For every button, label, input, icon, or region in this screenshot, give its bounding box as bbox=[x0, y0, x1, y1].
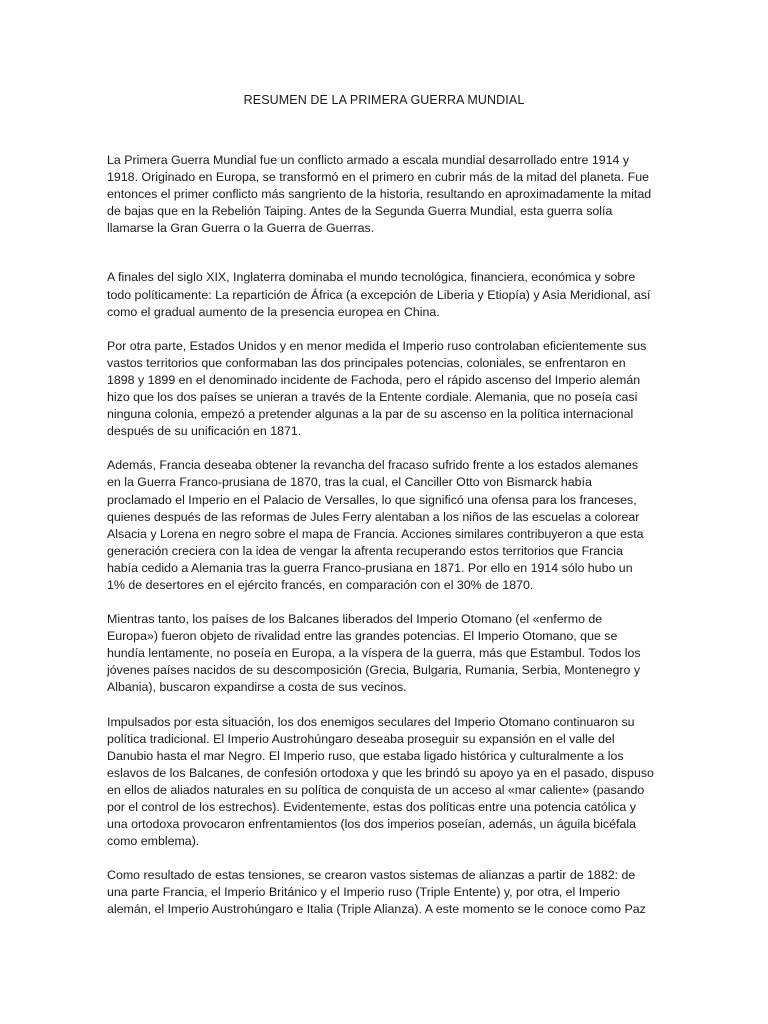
paragraph-3: Por otra parte, Estados Unidos y en menor medida el Imperio ruso controlaban eficientemente sus vastos territorios que conformaban las dos principales potencias, coloniales, se enfrentaron en 1898 y 1899 en el denominado incidente de Fachoda, pero el rápido ascenso del Imperio alemán hizo que los dos países se unieran a través de la Entente cordiale. Alemania, que no poseía casi ninguna colonia, empezó a pretender algunas a la par de su ascenso en la política internacional después de su unificación en 1871. bbox=[107, 338, 647, 439]
paragraph-7: Como resultado de estas tensiones, se crearon vastos sistemas de alianzas a partir de 1882: de una parte Francia, el Imperio Británico y el Imperio ruso (Triple Entente) y, por otra, el Imperio alemán, el Imperio Austrohúngaro e Italia (Triple Alianza). A este momento se le conoce como Paz bbox=[107, 868, 646, 917]
paragraph-5: Mientras tanto, los países de los Balcanes liberados del Imperio Otomano (el «enfermo de Europa») fueron objeto de rivalidad entre las grandes potencias. El Imperio Otomano, que se hundía lentamente, no poseía en Europa, a la víspera de la guerra, más que Estambul. Todos los jóvenes países nacidos de su descomposición (Grecia, Bulgaria, Rumania, Serbia, Montenegro y Albania), buscaron expandirse a costa de sus vecinos. bbox=[107, 612, 641, 695]
document-body bbox=[107, 152, 669, 936]
paragraph-4: Además, Francia deseaba obtener la revancha del fracaso sufrido frente a los estados alemanes en la Guerra Franco-prusiana de 1870, tras la cual, el Canciller Otto von Bismarck había proclamado el Imperio en el Palacio de Versalles, lo que significó una ofensa para los franceses, quienes después de las reformas de Jules Ferry alentaban a los niños de las escuelas a colorear Alsacia y Lorena en negro sobre el mapa de Francia. Acciones similares contribuyeron a que esta generación creciera con la idea de vengar la afrenta recuperando estos territorios que Francia había cedido a Alemania tras la guerra Franco-prusiana en 1871. Por ello en 1914 sólo hubo un 1% de desertores en el ejército francés, en comparación con el 30% de 1870. bbox=[107, 458, 644, 592]
paragraph-1: La Primera Guerra Mundial fue un conflicto armado a escala mundial desarrollado entre 1914 y 1918. Originado en Europa, se transformó en el primero en cubrir más de la mitad del planeta. Fue entonces el primer conflicto más sangriento de la historia, resultando en aproximadamente la mitad de bajas que en la Rebelión Taiping. Antes de la Segunda Guerra Mundial, esta guerra solía llamarse la Gran Guerra o la Guerra de Guerras. bbox=[107, 153, 652, 236]
paragraph-2: A finales del siglo XIX, Inglaterra dominaba el mundo tecnológica, financiera, económica y sobre todo políticamente: La repartición de África (a excepción de Liberia y Etiopía) y Asia Meridional, así como el gradual aumento de la presencia europea en China. bbox=[107, 270, 651, 319]
paragraph-6: Impulsados por esta situación, los dos enemigos seculares del Imperio Otomano continuaron su política tradicional. El Imperio Austrohúngaro deseaba proseguir su expansión en el valle del Danubio hasta el mar Negro. El Imperio ruso, que estaba ligado histórica y culturalmente a los eslavos de los Balcanes, de confesión ortodoxa y que les brindó su apoyo ya en el pasado, dispuso en ellos de aliados naturales en su política de conquista de un acceso al «mar caliente» (pasando por el control de los estrechos). Evidentemente, estas dos políticas entre una potencia católica y una ortodoxa provocaron enfrentamientos (los dos imperios poseían, además, un águila bicéfala como emblema). bbox=[107, 714, 654, 849]
document-title: RESUMEN DE LA PRIMERA GUERRA MUNDIAL bbox=[243, 93, 525, 107]
